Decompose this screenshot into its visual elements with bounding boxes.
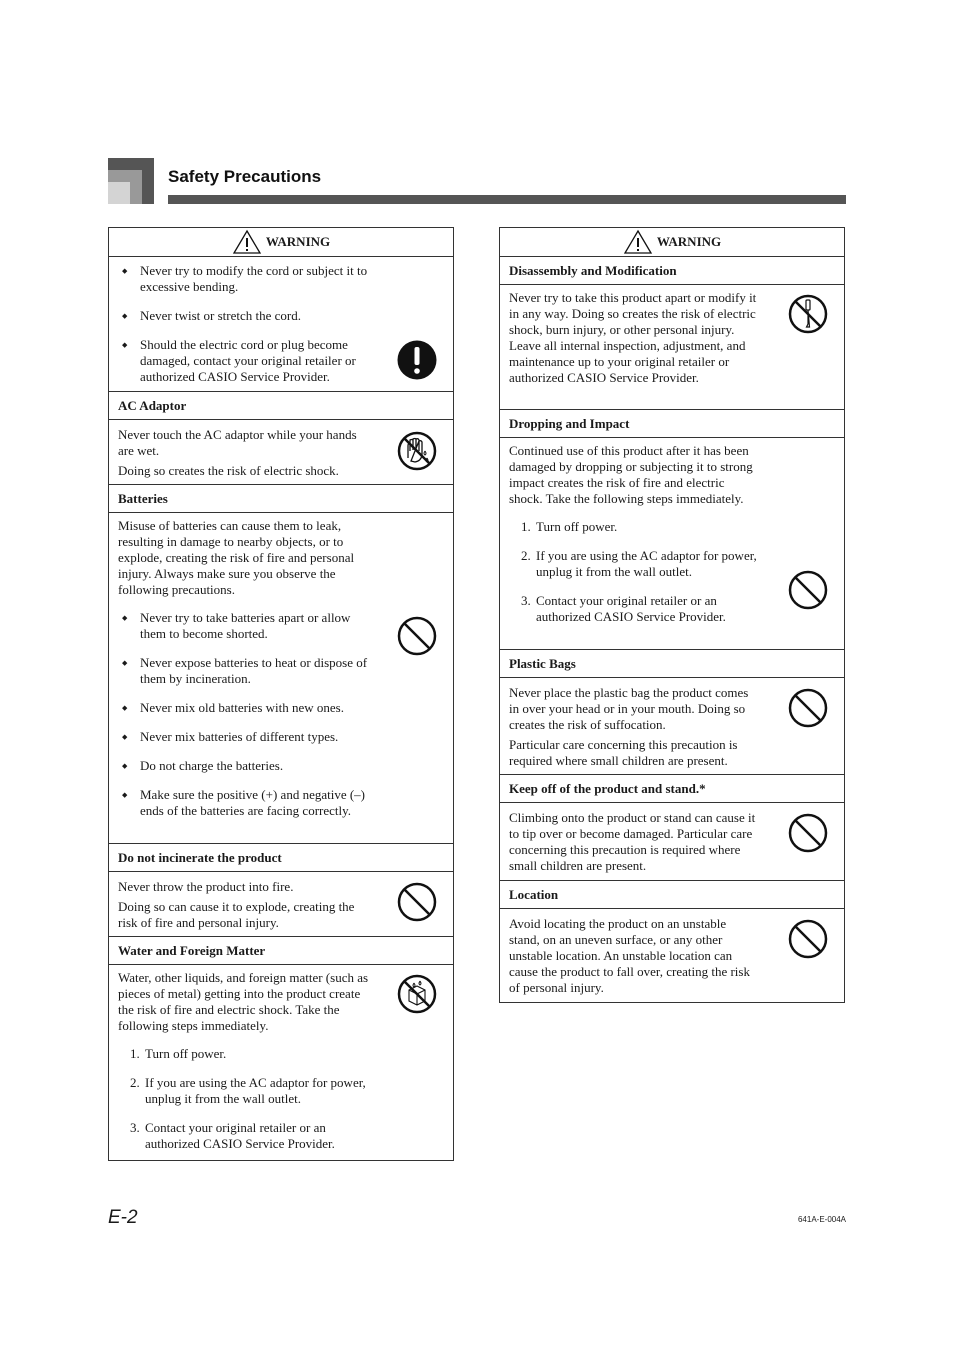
paragraph: Never try to take this product apart or modify it in any way. Doing so creates the risk of electric shock, burn injury, or other personal injury. Leave all internal inspection, adjustment, and maintenance up to your original retailer or authorized CASIO Service Provider.	[509, 290, 757, 385]
list-item: ◆ Do not charge the batteries.	[118, 758, 369, 774]
section-title: Location	[500, 881, 844, 909]
warning-header	[109, 228, 453, 257]
paragraph: Never place the plastic bag the product comes in over your head or in your mouth. Doing so creates the risk of suffocation.	[509, 685, 749, 732]
no-wet-hands-icon	[397, 431, 437, 471]
plastic-bags-section	[500, 678, 844, 775]
paragraph: Never touch the AC adaptor while your hands are wet.	[118, 427, 357, 458]
no-liquids-icon	[397, 974, 437, 1014]
paragraph: Water, other liquids, and foreign matter (such as pieces of metal) getting into the product create the risk of fire and electric shock. Take the following steps immediately.	[118, 970, 369, 1033]
list-item: ◆ Never mix batteries of different types.	[118, 729, 369, 745]
warning-header	[500, 228, 844, 257]
paragraph: Misuse of batteries can cause them to leak, resulting in damage to nearby objects, or to explode, creating the risk of fire and personal injury. Always make sure you observe the following precautions.	[118, 518, 355, 597]
prohibited-icon	[788, 570, 828, 610]
location-section	[500, 909, 844, 1002]
list-item: 1. Turn off power.	[521, 519, 618, 534]
list-item: 1. Turn off power.	[130, 1046, 227, 1061]
section-title: Dropping and Impact	[500, 410, 844, 438]
list-item: ◆ Never try to modify the cord or subject it to excessive bending.	[118, 263, 369, 295]
paragraph: Particular care concerning this precaution is required where small children are present.	[509, 737, 738, 768]
paragraph: Avoid locating the product on an unstable stand, on an uneven surface, or any other unstable location. An unstable location can cause the product to fall over, creating the risk of personal injury.	[509, 916, 750, 995]
list-item: 2. If you are using the AC adaptor for power, unplug it from the wall outlet.	[130, 1075, 366, 1106]
list-item: ◆ Should the electric cord or plug become damaged, contact your original retailer or authorized CASIO Service Provider.	[118, 337, 369, 385]
left-column	[108, 227, 454, 1161]
list-item: ◆ Never mix old batteries with new ones.	[118, 700, 369, 716]
ac-adaptor-section	[109, 420, 453, 485]
prohibited-icon	[397, 882, 437, 922]
batteries-section	[109, 513, 453, 844]
document-code: 641A-E-004A	[797, 1215, 846, 1224]
mandatory-exclamation-icon	[397, 340, 437, 380]
section-title: Keep off of the product and stand.*	[500, 775, 844, 803]
paragraph: Never throw the product into fire.	[118, 879, 294, 894]
dropping-section	[500, 438, 844, 650]
header-decoration	[108, 158, 154, 204]
paragraph: Doing so can cause it to explode, creating the risk of fire and personal injury.	[118, 899, 355, 930]
cord-section	[109, 257, 453, 392]
section-title: Do not incinerate the product	[109, 844, 453, 872]
paragraph: Climbing onto the product or stand can cause it to tip over or become damaged. Particular care concerning this precaution is required where small children are present.	[509, 810, 756, 873]
keep-off-section	[500, 803, 844, 881]
section-title: Disassembly and Modification	[500, 257, 844, 285]
list-item: 2. If you are using the AC adaptor for power, unplug it from the wall outlet.	[521, 548, 757, 579]
list-item: ◆ Make sure the positive (+) and negative (–) ends of the batteries are facing correctly.	[118, 787, 369, 819]
list-item: 3. Contact your original retailer or an authorized CASIO Service Provider.	[521, 593, 726, 624]
section-title: Plastic Bags	[500, 650, 844, 678]
paragraph: Doing so creates the risk of electric shock.	[118, 463, 339, 478]
prohibited-icon	[788, 688, 828, 728]
prohibited-icon	[788, 813, 828, 853]
paragraph: Continued use of this product after it has been damaged by dropping or subjecting it to strong impact creates the risk of fire and electric shock. Take the following steps immediately.	[509, 443, 753, 506]
warning-triangle-icon	[232, 229, 262, 255]
header-bar	[168, 195, 846, 204]
page-title: Safety Precautions	[168, 167, 322, 186]
list-item: ◆ Never twist or stretch the cord.	[118, 308, 369, 324]
section-title: AC Adaptor	[109, 392, 453, 420]
warning-label: WARNING	[656, 234, 722, 249]
water-section	[109, 965, 453, 1160]
right-column	[499, 227, 845, 1003]
disassembly-section	[500, 285, 844, 410]
warning-triangle-icon	[623, 229, 653, 255]
section-title: Batteries	[109, 485, 453, 513]
page-number: E-2	[108, 1207, 138, 1228]
section-title: Water and Foreign Matter	[109, 937, 453, 965]
warning-label: WARNING	[265, 234, 331, 249]
incinerate-section	[109, 872, 453, 937]
no-disassembly-icon	[788, 294, 828, 334]
prohibited-icon	[788, 919, 828, 959]
list-item: 3. Contact your original retailer or an authorized CASIO Service Provider.	[130, 1120, 335, 1151]
prohibited-icon	[397, 616, 437, 656]
list-item: ◆ Never expose batteries to heat or dispose of them by incineration.	[118, 655, 369, 687]
list-item: ◆ Never try to take batteries apart or allow them to become shorted.	[118, 610, 369, 642]
